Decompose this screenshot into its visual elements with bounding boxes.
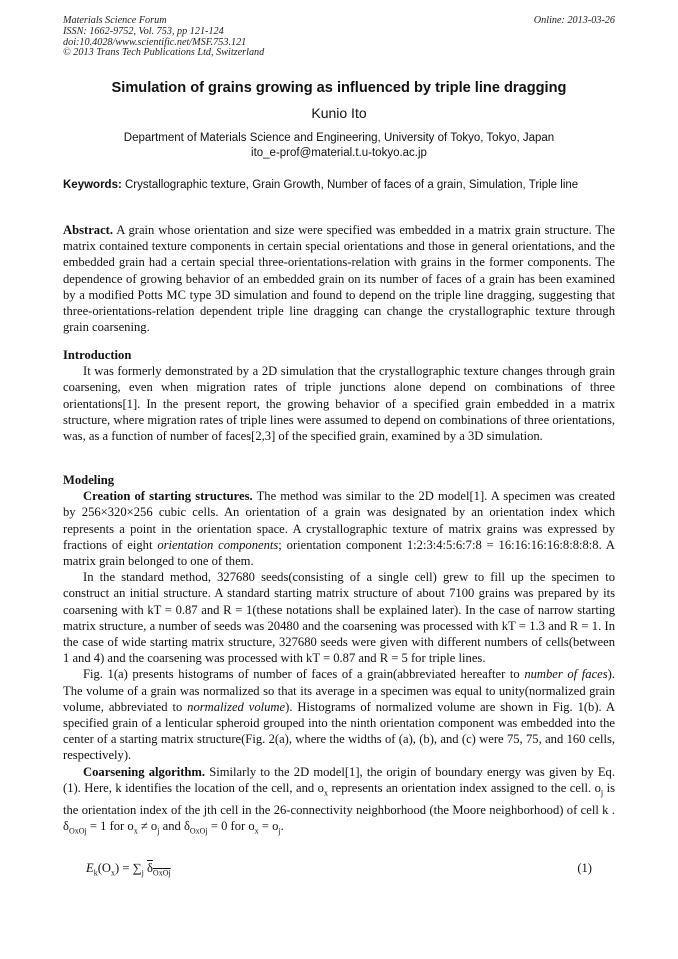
- paragraph-text: ≠ o: [140, 818, 158, 833]
- paragraph-text: is the orientation index of the jth cell in the 26-connectivity neighborhood (the Moore neighborhood) of cell k . δ: [63, 780, 616, 833]
- paragraph-text: ; orientation component 1:2:3:4:5:6:7:8 = 16:16:16:16:8:8:8:8. A matrix grain belonged to one of them.: [63, 537, 616, 569]
- copyright-line: © 2013 Trans Tech Publications Ltd, Switzerland: [63, 47, 265, 59]
- author-name: Kunio Ito: [311, 105, 367, 121]
- keywords-text: Crystallographic texture, Grain Growth, Number of faces of a grain, Simulation, Triple line: [125, 179, 579, 191]
- online-date: Online: 2013-03-26: [533, 15, 615, 26]
- equation-subscript: OxOj: [152, 868, 171, 878]
- modeling-heading: Modeling: [63, 473, 115, 487]
- keywords-section: [63, 179, 615, 193]
- emphasis-text: number of faces: [524, 667, 608, 682]
- modeling-paragraph-3: [63, 666, 615, 763]
- introduction-text: It was formerly demonstrated by a 2D simulation that the crystallographic texture changes through grain coarsening, even when migration rates of triple junctions alone depend on combinations of three orientations[1]. In the present report, the growing behavior of a specified grain embedded in a matrix structure, where migration rates of triple lines were assumed to depend on combinations of three orientations, was, as a function of number of faces[2,3] of the specified grain, examined by a 3D simulation.: [63, 364, 615, 444]
- paragraph-text: .: [280, 818, 284, 833]
- equation-symbol: (O: [97, 861, 111, 875]
- coarsening-algorithm-heading: Coarsening algorithm.: [83, 764, 206, 779]
- abstract-text: A grain whose orientation and size were specified was embedded in a matrix grain structure. The matrix contained texture components in certain special orientations and those in general orientations, and the embedded grain had a certain special three-orientations-relation with grains in the former components. The dependence of growing behavior of an embedded grain on its number of faces of a grain has been examined by a modified Potts MC type 3D simulation and found to depend on the triple line dragging, suggesting that three-orientations-relation dependent triple line dragging can change the crystallographic texture through grain coarsening.: [63, 223, 615, 335]
- paragraph-text: = 1 for o: [89, 818, 134, 833]
- keywords-label: Keywords:: [63, 179, 122, 191]
- equation-subscript: k: [93, 868, 98, 878]
- modeling-paragraph-4: Coarsening algorithm. Similarly to the 2D model[1], the origin of boundary energy was given by Eq.(1). Here, k identifies the location of the cell, and $o_x$ represents an orientation index assigned to the cell. $o_j$ is the orientation index of the jth cell in the 26-connectivity neighborhood (the Moore neighborhood) of cell k . $\delta_{OxOj} = 1$ for $o_x \ne o_j$ and $\delta_{OxOj} = 0$ for $o_x = o_j$.: [63, 764, 616, 836]
- issn-line: ISSN: 1662-9752, Vol. 753, pp 121-124: [63, 25, 224, 37]
- equation-subscript: j: [141, 868, 144, 878]
- emphasis-text: orientation components: [157, 537, 279, 552]
- abstract-section: [63, 222, 615, 335]
- doi-line[interactable]: doi:10.4028/www.scientific.net/MSF.753.121: [63, 36, 247, 48]
- paragraph-text: Fig. 1(a) presents histograms of number of faces of a grain(abbreviated hereafter to: [83, 667, 520, 682]
- introduction-heading: Introduction: [63, 348, 132, 362]
- paragraph-text: The method was similar to the 2D model[1]. A specimen was created by 256×320×256 cubic cells. An orientation of a grain was designated by an orientation index which represents a point in the orientation space. A crystallographic texture of matrix grains was expressed by fractions of eight: [63, 489, 615, 552]
- email[interactable]: ito_e-prof@material.t.u-tokyo.ac.jp: [251, 147, 427, 159]
- paragraph-text: Similarly to the 2D model[1], the origin of boundary energy was given by Eq.(1). Here, k identifies the location of the cell, and o: [63, 764, 615, 795]
- equation-symbol: ): [115, 861, 120, 875]
- journal-name: Materials Science Forum: [63, 15, 167, 26]
- equation-symbol: E: [86, 861, 94, 875]
- equation-subscript: x: [111, 868, 115, 878]
- equation-number: (1): [577, 861, 592, 875]
- introduction-section: [63, 347, 615, 444]
- equation-symbol: δ: [146, 861, 153, 875]
- author-affiliation-block: [40, 131, 638, 161]
- paragraph-text: represents an orientation index assigned to the cell. o: [331, 780, 601, 795]
- paragraph-text: = 0 for o: [210, 818, 255, 833]
- modeling-paragraph-1: [63, 488, 615, 569]
- modeling-paragraph-2: In the standard method, 327680 seeds(consisting of a single cell) grew to fill up the specimen to construct an initial structure. A standard starting matrix structure of about 7100 grains was prepared by its coarsening with kT = 0.87 and R = 1(these notations shall be explained later). In the case of narrow starting matrix structure, a number of seeds was 20480 and the coarsening was processed with kT = 1.3 and R = 1. In the case of wide starting matrix structure, 327680 seeds were given with different numbers of cells(between 1 and 4) and the coarsening was processed with kT = 0.87 and R = 5 for triple lines.: [63, 570, 615, 666]
- journal-header: [63, 16, 264, 59]
- paragraph-text: and δ: [162, 818, 190, 833]
- starting-structures-heading: Creation of starting structures.: [83, 489, 253, 504]
- modeling-section: [63, 472, 615, 840]
- paper-title: Simulation of grains growing as influenced by triple line dragging: [111, 80, 567, 96]
- paragraph-text: ). The volume of a grain was normalized so that its average in a specimen was equal to unity(normalized grain volume, abbreviated to: [63, 667, 616, 714]
- equation-1: [86, 861, 171, 878]
- paragraph-text: = o: [261, 818, 279, 833]
- abstract-label: Abstract.: [63, 223, 114, 237]
- equation-symbol: = ∑: [122, 861, 142, 875]
- paragraph-text: ). Histograms of normalized volume are shown in Fig. 1(b). A specified grain of a lenticular spheroid grouped into the ninth orientation component was embedded into the center of a starting matrix structure(Fig. 2(a), where the widths of (a), (b), and (c) were 75, 75, and 160 cells, respectively).: [63, 699, 615, 763]
- affiliation: Department of Materials Science and Engineering, University of Tokyo, Tokyo, Japan: [123, 132, 555, 144]
- equation-overline-term: [146, 861, 171, 878]
- emphasis-text: normalized volume: [187, 699, 286, 714]
